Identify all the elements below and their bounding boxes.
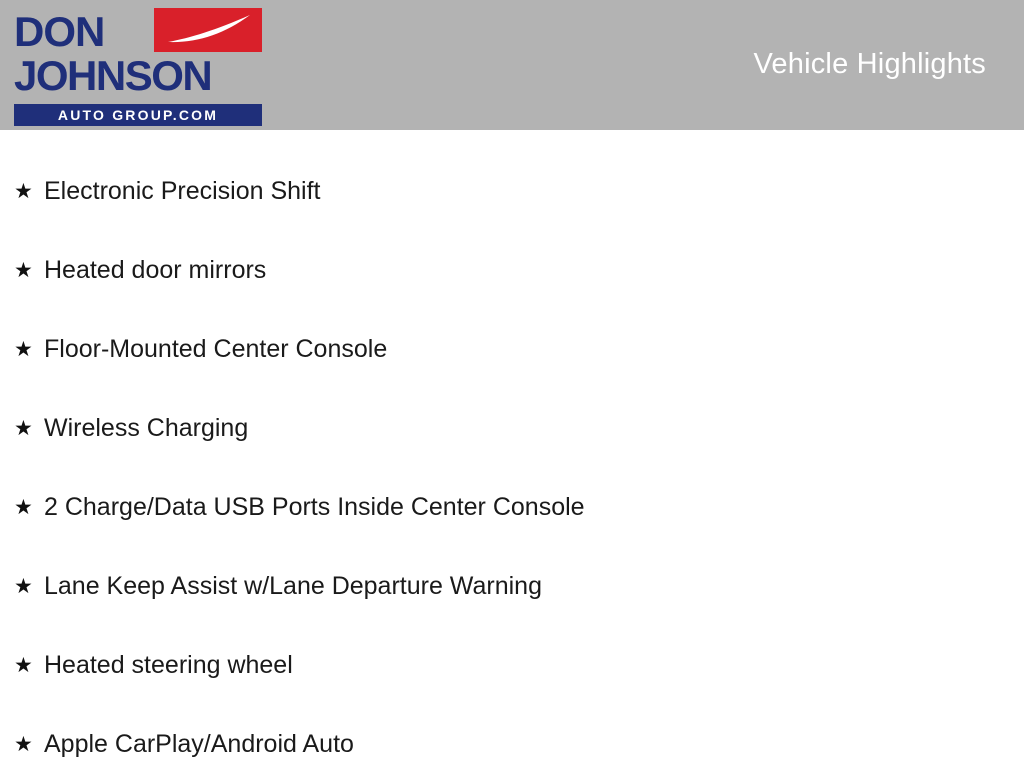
list-item [0,547,1024,626]
page-title: Vehicle Highlights [753,48,986,80]
logo-swoosh-icon [164,12,256,48]
list-item-label: Floor-Mounted Center Console [44,334,388,363]
star-icon: ★ [14,180,33,203]
list-item-label: Heated steering wheel [44,650,293,679]
star-icon: ★ [14,259,33,282]
list-item-label: Wireless Charging [44,413,249,442]
dealer-logo[interactable] [14,6,262,126]
star-icon: ★ [14,733,33,756]
star-icon: ★ [14,338,33,361]
list-item [0,231,1024,310]
star-icon: ★ [14,417,33,440]
list-item [0,152,1024,231]
star-icon: ★ [14,654,33,677]
page-header [0,0,1024,130]
logo-text-don: DON [14,8,105,55]
list-item [0,705,1024,768]
list-item-label: Heated door mirrors [44,255,267,284]
list-item [0,468,1024,547]
list-item-label: 2 Charge/Data USB Ports Inside Center Console [44,492,585,521]
star-icon: ★ [14,496,33,519]
list-item [0,310,1024,389]
highlights-list [0,130,1024,768]
star-icon: ★ [14,575,33,598]
list-item-label: Apple CarPlay/Android Auto [44,729,354,758]
list-item [0,389,1024,468]
list-item-label: Lane Keep Assist w/Lane Departure Warning [44,571,542,600]
highlights-content [0,130,1024,768]
logo-text-johnson: JOHNSON [14,52,212,99]
list-item-label: Electronic Precision Shift [44,176,321,205]
logo-tagline: AUTO GROUP.COM [57,107,219,123]
list-item [0,626,1024,705]
